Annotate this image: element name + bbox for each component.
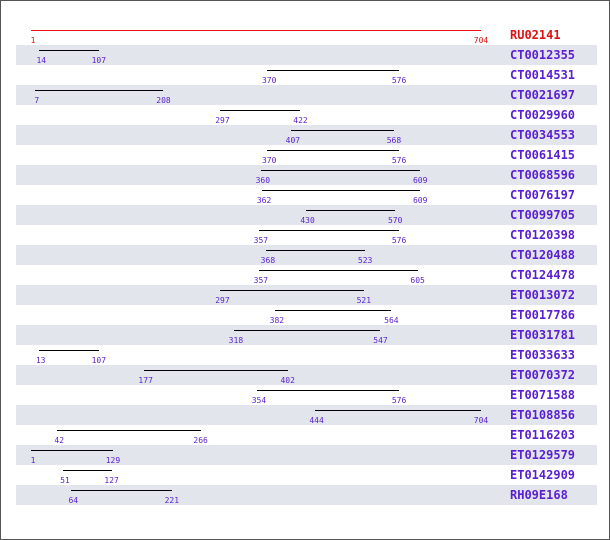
hit-row: [16, 405, 597, 425]
hit-end-label: 605: [410, 276, 425, 285]
hit-row: [16, 45, 597, 65]
hit-end-label: 523: [357, 256, 373, 265]
hit-bar: [261, 170, 420, 171]
hit-row: [16, 65, 597, 85]
hit-start-label: 177: [138, 376, 153, 385]
hit-end-label: 127: [104, 476, 119, 485]
hit-id-link[interactable]: CT0012355: [510, 48, 576, 62]
hit-id-link[interactable]: CT0124478: [510, 268, 576, 282]
hit-start-label: 354: [251, 396, 267, 405]
hit-row: [16, 125, 597, 145]
hit-bar: [315, 410, 481, 411]
hit-start-label: 42: [54, 436, 65, 445]
hit-row: [16, 265, 597, 285]
hit-row: [16, 145, 597, 165]
hit-end-label: 402: [280, 376, 295, 385]
hit-bar: [39, 50, 99, 51]
hit-start-label: 51: [60, 476, 70, 485]
hit-bar: [31, 450, 113, 451]
hit-bar: [220, 290, 363, 291]
hit-row: [16, 105, 597, 125]
hit-start-label: 368: [260, 256, 276, 265]
hit-id-link[interactable]: CT0120398: [510, 228, 576, 242]
hit-start-label: 370: [261, 76, 277, 85]
hit-id-link[interactable]: CT0014531: [510, 68, 576, 82]
hit-start-label: 360: [255, 176, 271, 185]
hit-bar: [306, 210, 396, 211]
hit-row: [16, 465, 597, 485]
hit-id-link[interactable]: CT0034553: [510, 128, 576, 142]
query-row: [16, 25, 597, 45]
hit-start-label: 357: [253, 276, 269, 285]
hit-id-link[interactable]: ET0071588: [510, 388, 576, 402]
hit-start-label: 407: [285, 136, 301, 145]
hit-row: [16, 205, 597, 225]
hit-bar: [259, 270, 418, 271]
hit-end-label: 568: [386, 136, 402, 145]
query-start-label: 1: [30, 36, 36, 45]
hit-id-link[interactable]: ET0129579: [510, 448, 576, 462]
hit-row: [16, 365, 597, 385]
hit-row: [16, 445, 597, 465]
hit-bar: [262, 190, 420, 191]
hit-bar: [267, 70, 399, 71]
hit-row: [16, 425, 597, 445]
hit-end-label: 129: [105, 456, 121, 465]
hit-start-label: 14: [36, 56, 47, 65]
hit-end-label: 609: [412, 196, 428, 205]
hit-row: [16, 345, 597, 365]
hit-end-label: 221: [164, 496, 180, 505]
hit-bar: [39, 350, 99, 351]
hit-row: [16, 385, 597, 405]
hit-row: [16, 225, 597, 245]
hit-id-link[interactable]: ET0033633: [510, 348, 576, 362]
hit-bar: [63, 470, 112, 471]
query-end-label: 704: [473, 36, 489, 45]
hit-end-label: 521: [356, 296, 372, 305]
hit-end-label: 547: [373, 336, 388, 345]
hit-bar: [266, 250, 365, 251]
hit-end-label: 570: [387, 216, 403, 225]
hit-start-label: 357: [253, 236, 269, 245]
hit-id-link[interactable]: ET0031781: [510, 328, 576, 342]
hit-row: [16, 245, 597, 265]
hit-start-label: 297: [215, 116, 230, 125]
hit-start-label: 370: [261, 156, 277, 165]
hit-id-link[interactable]: CT0021697: [510, 88, 576, 102]
hit-end-label: 208: [156, 96, 171, 105]
hit-start-label: 1: [30, 456, 36, 465]
hit-end-label: 609: [412, 176, 428, 185]
hit-start-label: 297: [215, 296, 230, 305]
hit-end-label: 576: [391, 236, 407, 245]
hit-bar: [259, 230, 399, 231]
hit-start-label: 7: [34, 96, 40, 105]
hit-id-link[interactable]: ET0142909: [510, 468, 576, 482]
hit-end-label: 564: [384, 316, 399, 325]
hit-bar: [291, 130, 394, 131]
hit-bar: [220, 110, 300, 111]
hit-end-label: 107: [91, 356, 107, 365]
hit-end-label: 107: [91, 56, 107, 65]
hit-bar: [57, 430, 200, 431]
hit-row: [16, 185, 597, 205]
hit-bar: [267, 150, 399, 151]
hit-id-link[interactable]: CT0061415: [510, 148, 576, 162]
hit-start-label: 362: [256, 196, 272, 205]
hit-end-label: 576: [391, 156, 407, 165]
hit-id-link[interactable]: ET0070372: [510, 368, 576, 382]
hit-start-label: 13: [35, 356, 46, 365]
hit-id-link[interactable]: CT0076197: [510, 188, 576, 202]
hit-id-link[interactable]: ET0108856: [510, 408, 576, 422]
hit-row: [16, 165, 597, 185]
hit-id-link[interactable]: ET0017786: [510, 308, 576, 322]
hit-end-label: 422: [293, 116, 308, 125]
hit-bar: [234, 330, 381, 331]
query-id-link[interactable]: RU02141: [510, 28, 561, 42]
hit-end-label: 576: [391, 76, 407, 85]
hit-start-label: 444: [309, 416, 324, 425]
hit-id-link[interactable]: RH09E168: [510, 488, 568, 502]
hit-row: [16, 305, 597, 325]
hit-end-label: 704: [473, 416, 489, 425]
hit-bar: [275, 310, 392, 311]
hit-start-label: 430: [300, 216, 315, 225]
hit-bar: [71, 490, 171, 491]
hit-row: [16, 325, 597, 345]
hit-id-link[interactable]: ET0116203: [510, 428, 576, 442]
hit-end-label: 576: [391, 396, 407, 405]
hit-bar: [144, 370, 288, 371]
hit-row: [16, 485, 597, 505]
hit-id-link[interactable]: CT0120488: [510, 248, 576, 262]
hit-start-label: 382: [269, 316, 285, 325]
hit-row: [16, 85, 597, 105]
hit-id-link[interactable]: CT0099705: [510, 208, 576, 222]
hit-bar: [257, 390, 399, 391]
query-bar: [31, 30, 481, 31]
hit-id-link[interactable]: ET0013072: [510, 288, 576, 302]
hit-bar: [35, 90, 164, 91]
hit-start-label: 64: [68, 496, 79, 505]
hit-start-label: 318: [228, 336, 244, 345]
hit-row: [16, 285, 597, 305]
hit-id-link[interactable]: CT0068596: [510, 168, 576, 182]
hit-end-label: 266: [193, 436, 208, 445]
hit-id-link[interactable]: CT0029960: [510, 108, 576, 122]
